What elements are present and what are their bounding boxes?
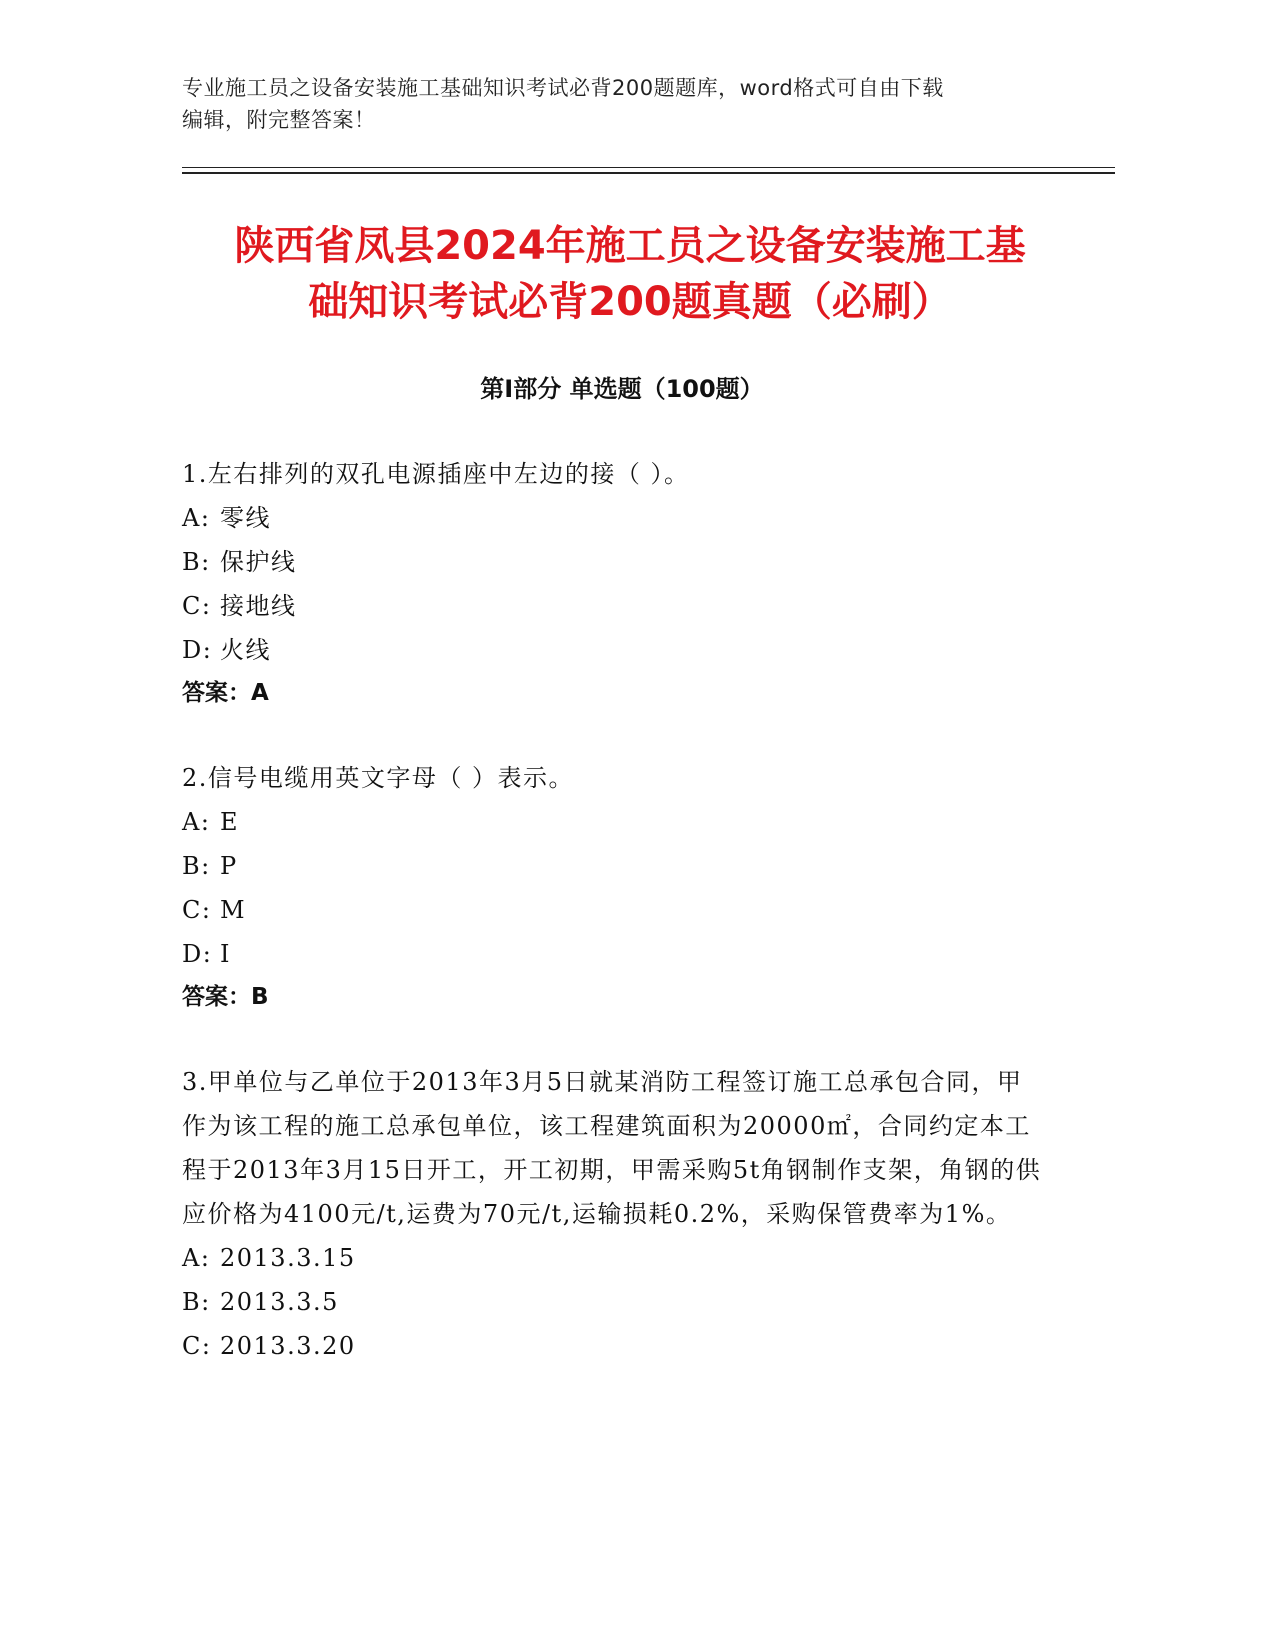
option-text: 火线	[220, 636, 271, 664]
option-key: B:	[182, 548, 211, 576]
header-rule-thin	[182, 167, 1115, 168]
option-c	[182, 1324, 1042, 1368]
option-text: I	[220, 940, 231, 968]
document-title-line-2: 础知识考试必背200题真题（必刷）	[308, 279, 952, 325]
option-b	[182, 844, 1042, 888]
option-a	[182, 496, 1042, 540]
question-stem: 3.甲单位与乙单位于2013年3月5日就某消防工程签订施工总承包合同，甲作为该工程的施工总承包单位，该工程建筑面积为20000㎡，合同约定本工程于2013年3月15日开工，开工初期，甲需采购5t角钢制作支架，角钢的供应价格为4100元/t,运费为70元/t,运输损耗0.2%，采购保管费率为1%。	[182, 1068, 1042, 1228]
document-title	[160, 218, 1100, 330]
option-c	[182, 584, 1042, 628]
option-text: 保护线	[220, 548, 297, 576]
question-1	[182, 452, 1042, 714]
option-a	[182, 1236, 1042, 1280]
option-b	[182, 1280, 1042, 1324]
option-c	[182, 888, 1042, 932]
option-text: 2013.3.15	[220, 1244, 356, 1272]
option-text: P	[220, 852, 238, 880]
option-key: D:	[182, 636, 213, 664]
question-stem: 1.左右排列的双孔电源插座中左边的接（ ）。	[182, 460, 690, 488]
option-d	[182, 628, 1042, 672]
option-text: 零线	[220, 504, 271, 532]
question-list	[182, 452, 1042, 1410]
question-stem: 2.信号电缆用英文字母（ ）表示。	[182, 764, 575, 792]
option-b	[182, 540, 1042, 584]
option-text: 2013.3.5	[220, 1288, 339, 1316]
option-d	[182, 932, 1042, 976]
document-title-line-1: 陕西省凤县2024年施工员之设备安装施工基	[234, 223, 1026, 269]
question-2	[182, 756, 1042, 1018]
option-key: C:	[182, 1332, 212, 1360]
option-key: B:	[182, 1288, 211, 1316]
option-text: M	[220, 896, 247, 924]
answer: 答案：B	[182, 984, 269, 1010]
answer: 答案：A	[182, 680, 269, 706]
option-key: C:	[182, 896, 212, 924]
option-text: E	[220, 808, 240, 836]
option-key: A:	[182, 1244, 211, 1272]
header-rule-thick	[182, 172, 1115, 174]
header-line-2: 编辑，附完整答案！	[182, 108, 376, 132]
option-text: 接地线	[220, 592, 297, 620]
page-header	[182, 72, 1042, 136]
option-key: B:	[182, 852, 211, 880]
option-a	[182, 800, 1042, 844]
section-heading: 第Ⅰ部分 单选题（100题）	[480, 375, 764, 403]
question-3	[182, 1060, 1042, 1368]
option-key: D:	[182, 940, 213, 968]
option-key: C:	[182, 592, 212, 620]
option-key: A:	[182, 808, 211, 836]
option-key: A:	[182, 504, 211, 532]
option-text: 2013.3.20	[220, 1332, 356, 1360]
header-line-1: 专业施工员之设备安装施工基础知识考试必背200题题库，word格式可自由下载	[182, 76, 944, 100]
